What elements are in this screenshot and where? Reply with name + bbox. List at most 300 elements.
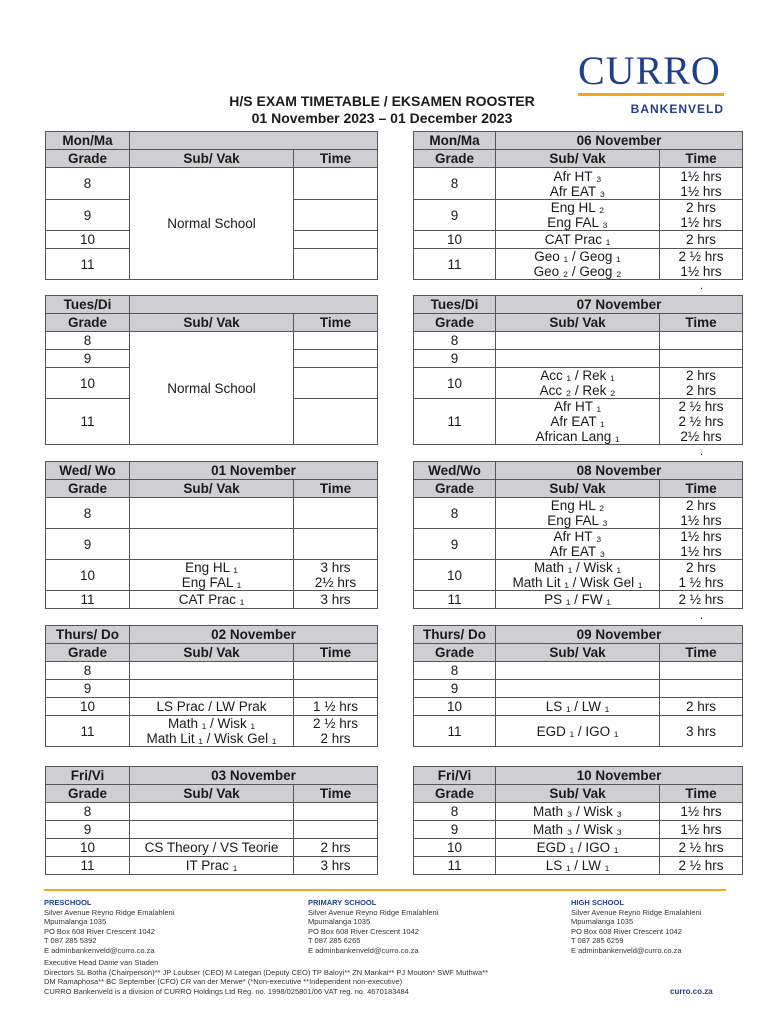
- subject-line: Eng FAL ₃: [547, 513, 608, 528]
- time-line: 1½ hrs: [680, 183, 722, 199]
- day-cell: Tues/Di: [414, 296, 496, 314]
- footer-preschool: [44, 898, 254, 956]
- table-row: [46, 332, 378, 350]
- grade-header: Grade: [46, 785, 130, 803]
- time-line: 2 hrs: [686, 200, 717, 215]
- grade-header: Grade: [414, 150, 496, 168]
- time-cell: [660, 857, 743, 875]
- table-row: [46, 857, 378, 875]
- day-cell: Mon/Ma: [46, 132, 130, 150]
- table-row: [414, 662, 743, 680]
- table-row: [46, 716, 378, 747]
- time-line: 2 hrs: [686, 383, 717, 398]
- footer-line: Silver Avenue Reyno Ridge Emalahleni: [44, 907, 175, 917]
- date-cell: [130, 132, 378, 150]
- table-row: [414, 529, 743, 560]
- time-line: 3 hrs: [320, 858, 351, 873]
- day-cell: Fri/Vi: [414, 767, 496, 785]
- grade-cell: 8: [414, 332, 496, 350]
- footer-line: T 087 285 6259: [571, 936, 624, 946]
- table-row: [414, 839, 743, 857]
- grade-cell: 9: [414, 350, 496, 368]
- grade-cell: 10: [414, 560, 496, 591]
- grade-cell: 9: [414, 680, 496, 698]
- time-cell: [294, 168, 378, 200]
- date-cell: 01 November: [130, 462, 378, 480]
- footer-line: Mpumalanga 1035: [571, 917, 634, 927]
- subject-cell: [496, 200, 660, 231]
- time-cell: [294, 498, 378, 529]
- subject-line: Math ₃ / Wisk ₃: [532, 822, 622, 837]
- table-row: [414, 350, 743, 368]
- time-header: Time: [294, 785, 378, 803]
- grade-cell: 10: [46, 368, 130, 399]
- footer-legal-line: CURRO Bankenveld is a division of CURRO Holdings Ltd Reg. no. 1998/025801/06 VAT reg. no. 4670183484: [44, 986, 409, 996]
- grade-header: Grade: [46, 644, 130, 662]
- subject-cell: [130, 662, 294, 680]
- table-row: [414, 498, 743, 529]
- footer-email-link[interactable]: E adminbankenveld@curro.co.za: [571, 945, 682, 955]
- footer-line: PO Box 608 River Crescent 1042: [44, 926, 155, 936]
- grade-cell: 10: [414, 231, 496, 249]
- time-line: 2½ hrs: [680, 429, 722, 444]
- exam-table-mon-right: [413, 131, 743, 280]
- normal-school-cell: Normal School: [130, 332, 294, 445]
- date-cell: [130, 296, 378, 314]
- subject-line: Eng HL ₁: [185, 560, 238, 575]
- time-line: 1½ hrs: [680, 168, 722, 184]
- time-cell: [660, 498, 743, 529]
- table-row: [414, 399, 743, 445]
- day-cell: Thurs/ Do: [46, 626, 130, 644]
- grade-cell: 9: [414, 200, 496, 231]
- time-cell: [660, 231, 743, 249]
- time-line: 2 ½ hrs: [678, 249, 724, 264]
- time-cell: [660, 803, 743, 821]
- subject-line: Afr HT ₃: [553, 168, 602, 184]
- table-row: [414, 168, 743, 200]
- subject-line: Afr EAT ₃: [549, 544, 606, 559]
- time-cell: [660, 168, 743, 200]
- time-cell: [294, 821, 378, 839]
- subject-header: Sub/ Vak: [130, 644, 294, 662]
- table-row: [46, 560, 378, 591]
- exam-table-wed-left: [45, 461, 378, 609]
- grade-cell: 11: [414, 857, 496, 875]
- time-header: Time: [660, 314, 743, 332]
- stray-dot: .: [700, 280, 704, 292]
- grade-cell: 11: [414, 249, 496, 280]
- time-cell: [294, 591, 378, 609]
- footer-email-link[interactable]: E adminbankenveld@curro.co.za: [308, 945, 419, 955]
- subject-line: Acc ₁ / Rek ₁: [540, 368, 615, 383]
- table-row: [414, 200, 743, 231]
- grade-cell: 9: [46, 821, 130, 839]
- page-subtitle: 01 November 2023 – 01 December 2023: [251, 110, 513, 126]
- grade-cell: 8: [414, 803, 496, 821]
- table-row: [414, 680, 743, 698]
- subject-line: Geo ₁ / Geog ₁: [534, 249, 621, 264]
- date-cell: 10 November: [496, 767, 743, 785]
- time-cell: [660, 821, 743, 839]
- subject-line: Math Lit ₁ / Wisk Gel ₁: [146, 731, 277, 746]
- subject-cell: [496, 716, 660, 747]
- time-line: 3 hrs: [686, 723, 717, 739]
- subject-cell: [496, 350, 660, 368]
- footer-line: Silver Avenue Reyno Ridge Emalahleni: [308, 907, 439, 917]
- time-line: 3 hrs: [320, 560, 351, 575]
- exam-table-fri-left: [45, 766, 378, 875]
- time-cell: [660, 529, 743, 560]
- page-title: H/S EXAM TIMETABLE / EKSAMEN ROOSTER: [229, 93, 535, 109]
- time-cell: [660, 350, 743, 368]
- subject-cell: [130, 560, 294, 591]
- footer-legal-line: Directors SL Botha (Chairperson)** JP Loubser (CEO) M Lategan (Deputy CEO) TP Baloyi** ZN Mankai** PJ Mouton* SWF Muthwa**: [44, 967, 489, 977]
- date-cell: 08 November: [496, 462, 743, 480]
- subject-cell: [496, 839, 660, 857]
- time-line: 2 hrs: [686, 560, 717, 575]
- footer-line: Silver Avenue Reyno Ridge Emalahleni: [571, 907, 702, 917]
- time-cell: [294, 399, 378, 445]
- day-cell: Thurs/ Do: [414, 626, 496, 644]
- subject-line: EGD ₁ / IGO ₁: [536, 840, 619, 855]
- subject-line: Afr HT ₃: [553, 529, 602, 544]
- subject-cell: [496, 332, 660, 350]
- grade-header: Grade: [46, 480, 130, 498]
- time-header: Time: [660, 785, 743, 803]
- subject-cell: [130, 698, 294, 716]
- footer-legal-line: DM Ramaphosa** BC September (CFO) CR van der Merwe* (*Non-executive **Independent non-executive): [44, 977, 403, 987]
- time-cell: [660, 591, 743, 609]
- time-header: Time: [294, 314, 378, 332]
- subject-line: Math ₁ / Wisk ₁: [167, 716, 256, 731]
- time-cell: [660, 399, 743, 445]
- subject-line: Math Lit ₁ / Wisk Gel ₁: [512, 575, 643, 590]
- footer-legal: [44, 958, 644, 996]
- time-cell: [294, 803, 378, 821]
- subject-line: Geo ₂ / Geog ₂: [533, 264, 622, 279]
- footer-line: T 087 285 6265: [308, 936, 361, 946]
- subject-line: Afr EAT ₁: [550, 414, 605, 429]
- grade-cell: 10: [414, 839, 496, 857]
- table-row: [414, 249, 743, 280]
- subject-cell: [496, 857, 660, 875]
- grade-cell: 10: [414, 368, 496, 399]
- time-header: Time: [294, 644, 378, 662]
- grade-cell: 9: [414, 529, 496, 560]
- grade-cell: 11: [46, 591, 130, 609]
- grade-cell: 9: [414, 821, 496, 839]
- logo-campus: BANKENVELD: [630, 102, 724, 116]
- grade-cell: 11: [46, 857, 130, 875]
- footer-high: [571, 898, 768, 956]
- subject-line: LS ₁ / LW ₁: [545, 699, 610, 714]
- time-cell: [294, 529, 378, 560]
- table-row: [414, 332, 743, 350]
- subject-line: CAT Prac ₁: [544, 232, 611, 247]
- table-row: [414, 231, 743, 249]
- time-cell: [294, 680, 378, 698]
- subject-header: Sub/ Vak: [130, 314, 294, 332]
- subject-header: Sub/ Vak: [496, 150, 660, 168]
- stray-dot: .: [700, 610, 704, 622]
- subject-header: Sub/ Vak: [496, 480, 660, 498]
- time-cell: [660, 662, 743, 680]
- subject-line: LS Prac / LW Prak: [156, 699, 267, 714]
- grade-header: Grade: [414, 644, 496, 662]
- subject-cell: [496, 399, 660, 445]
- subject-cell: [130, 716, 294, 747]
- grade-cell: 8: [414, 662, 496, 680]
- grade-cell: 8: [414, 498, 496, 529]
- logo-underline: [578, 93, 724, 96]
- time-line: 2 ½ hrs: [678, 399, 724, 414]
- time-line: 2½ hrs: [314, 575, 357, 590]
- time-line: 1½ hrs: [680, 804, 722, 819]
- subject-header: Sub/ Vak: [130, 785, 294, 803]
- logo-wordmark: CURRO: [578, 48, 721, 93]
- time-cell: [660, 839, 743, 857]
- date-cell: 06 November: [496, 132, 743, 150]
- footer-line: Mpumalanga 1035: [308, 917, 371, 927]
- time-cell: [294, 350, 378, 368]
- table-row: [414, 698, 743, 716]
- stray-dot: .: [700, 446, 704, 458]
- footer-line: PO Box 608 River Crescent 1042: [571, 926, 682, 936]
- time-cell: [294, 249, 378, 280]
- time-line: 2 hrs: [686, 699, 717, 714]
- time-line: 1½ hrs: [680, 529, 722, 544]
- footer-heading: HIGH SCHOOL: [571, 898, 624, 907]
- time-cell: [294, 332, 378, 350]
- footer-line: PO Box 608 River Crescent 1042: [308, 926, 419, 936]
- time-cell: [294, 560, 378, 591]
- time-line: 1 ½ hrs: [678, 575, 724, 590]
- grade-cell: 8: [414, 168, 496, 200]
- table-row: [46, 498, 378, 529]
- footer-line: T 087 285 5392: [44, 936, 97, 946]
- subject-line: EGD ₁ / IGO ₁: [536, 723, 619, 739]
- time-cell: [294, 857, 378, 875]
- subject-cell: [496, 821, 660, 839]
- normal-school-cell: Normal School: [130, 168, 294, 280]
- table-row: [46, 591, 378, 609]
- subject-line: Eng HL ₂: [550, 498, 605, 513]
- time-line: 2 hrs: [320, 731, 351, 746]
- table-row: [414, 560, 743, 591]
- subject-cell: [496, 662, 660, 680]
- subject-line: Afr HT ₁: [553, 399, 602, 414]
- exam-table-mon-left: [45, 131, 378, 280]
- time-line: 1 ½ hrs: [312, 699, 359, 714]
- time-cell: [294, 231, 378, 249]
- time-line: 2 ½ hrs: [678, 414, 724, 429]
- grade-cell: 11: [414, 399, 496, 445]
- time-cell: [294, 839, 378, 857]
- subject-header: Sub/ Vak: [496, 314, 660, 332]
- table-row: [46, 168, 378, 200]
- footer-email-link[interactable]: E adminbankenveld@curro.co.za: [44, 945, 155, 955]
- grade-cell: 11: [414, 591, 496, 609]
- time-header: Time: [294, 480, 378, 498]
- footer-heading: PRESCHOOL: [44, 898, 92, 907]
- subject-cell: [496, 231, 660, 249]
- exam-table-fri-right: [413, 766, 743, 875]
- subject-cell: [496, 498, 660, 529]
- subject-cell: [496, 168, 660, 200]
- time-header: Time: [294, 150, 378, 168]
- subject-cell: [130, 821, 294, 839]
- grade-cell: 9: [46, 529, 130, 560]
- time-line: 2 ½ hrs: [678, 840, 724, 855]
- subject-cell: [496, 529, 660, 560]
- time-line: 2 ½ hrs: [678, 858, 724, 873]
- grade-cell: 10: [46, 698, 130, 716]
- table-row: [414, 821, 743, 839]
- table-row: [46, 803, 378, 821]
- subject-line: Afr EAT ₃: [549, 183, 606, 199]
- subject-line: Acc ₂ / Rek ₂: [539, 383, 616, 398]
- table-row: [46, 839, 378, 857]
- subject-cell: [130, 803, 294, 821]
- exam-table-tue-left: [45, 295, 378, 445]
- subject-cell: [496, 249, 660, 280]
- time-line: 2 hrs: [320, 840, 351, 855]
- grade-cell: 9: [46, 200, 130, 231]
- table-row: [414, 591, 743, 609]
- table-row: [414, 857, 743, 875]
- time-cell: [660, 249, 743, 280]
- footer-line: Mpumalanga 1035: [44, 917, 107, 927]
- table-row: [46, 662, 378, 680]
- time-cell: [660, 332, 743, 350]
- subject-cell: [496, 698, 660, 716]
- table-row: [46, 680, 378, 698]
- time-line: 2 hrs: [686, 368, 717, 383]
- subject-line: Math ₃ / Wisk ₃: [532, 804, 622, 819]
- subject-cell: [496, 368, 660, 399]
- time-cell: [294, 368, 378, 399]
- subject-cell: [496, 560, 660, 591]
- footer-website-link[interactable]: curro.co.za: [670, 987, 713, 996]
- date-cell: 02 November: [130, 626, 378, 644]
- time-cell: [660, 698, 743, 716]
- exam-table-thu-left: [45, 625, 378, 747]
- time-cell: [660, 200, 743, 231]
- footer-heading: PRIMARY SCHOOL: [308, 898, 377, 907]
- time-line: 2 hrs: [686, 498, 717, 513]
- time-line: 1½ hrs: [680, 544, 722, 559]
- day-cell: Tues/Di: [46, 296, 130, 314]
- grade-cell: 8: [46, 662, 130, 680]
- subject-line: Eng HL ₂: [550, 200, 605, 215]
- subject-header: Sub/ Vak: [130, 480, 294, 498]
- time-line: 1½ hrs: [680, 513, 722, 528]
- footer-legal-line: Executive Head Danie van Staden: [44, 958, 159, 967]
- table-row: [46, 529, 378, 560]
- grade-header: Grade: [46, 150, 130, 168]
- footer-rule: [44, 889, 726, 891]
- grade-cell: 11: [46, 249, 130, 280]
- table-row: [414, 368, 743, 399]
- grade-cell: 11: [414, 716, 496, 747]
- time-line: 3 hrs: [320, 592, 351, 607]
- subject-cell: [496, 591, 660, 609]
- time-header: Time: [660, 150, 743, 168]
- exam-table-wed-right: [413, 461, 743, 609]
- time-cell: [660, 680, 743, 698]
- subject-line: LS ₁ / LW ₁: [545, 858, 610, 873]
- grade-cell: 8: [46, 332, 130, 350]
- subject-line: IT Prac ₁: [185, 858, 238, 873]
- subject-header: Sub/ Vak: [130, 150, 294, 168]
- date-cell: 09 November: [496, 626, 743, 644]
- subject-cell: [496, 803, 660, 821]
- time-cell: [294, 662, 378, 680]
- time-line: 1½ hrs: [680, 264, 722, 279]
- time-header: Time: [660, 480, 743, 498]
- table-row: [414, 716, 743, 747]
- grade-header: Grade: [414, 785, 496, 803]
- table-row: [414, 803, 743, 821]
- grade-cell: 10: [414, 698, 496, 716]
- table-row: [46, 821, 378, 839]
- grade-cell: 9: [46, 350, 130, 368]
- grade-cell: 8: [46, 168, 130, 200]
- grade-cell: 10: [46, 231, 130, 249]
- subject-cell: [130, 857, 294, 875]
- time-line: 1½ hrs: [680, 215, 722, 230]
- grade-cell: 11: [46, 399, 130, 445]
- grade-header: Grade: [414, 480, 496, 498]
- subject-cell: [130, 498, 294, 529]
- day-cell: Wed/Wo: [414, 462, 496, 480]
- grade-cell: 10: [46, 560, 130, 591]
- subject-cell: [130, 839, 294, 857]
- subject-header: Sub/ Vak: [496, 644, 660, 662]
- grade-header: Grade: [414, 314, 496, 332]
- time-line: 2 ½ hrs: [312, 716, 359, 731]
- footer-primary: [308, 898, 518, 956]
- grade-cell: 10: [46, 839, 130, 857]
- time-line: 1½ hrs: [680, 822, 722, 837]
- time-cell: [294, 200, 378, 231]
- subject-cell: [130, 529, 294, 560]
- subject-cell: [130, 680, 294, 698]
- time-line: 2 ½ hrs: [678, 592, 724, 607]
- time-cell: [660, 368, 743, 399]
- subject-line: Eng FAL ₁: [181, 575, 242, 590]
- grade-header: Grade: [46, 314, 130, 332]
- grade-cell: 11: [46, 716, 130, 747]
- table-row: [46, 698, 378, 716]
- date-cell: 07 November: [496, 296, 743, 314]
- subject-line: CAT Prac ₁: [178, 592, 245, 607]
- exam-table-thu-right: [413, 625, 743, 747]
- subject-line: PS ₁ / FW ₁: [544, 592, 611, 607]
- time-cell: [294, 698, 378, 716]
- subject-line: CS Theory / VS Teorie: [144, 840, 279, 855]
- grade-cell: 9: [46, 680, 130, 698]
- subject-line: Eng FAL ₃: [547, 215, 608, 230]
- grade-cell: 8: [46, 803, 130, 821]
- day-cell: Wed/ Wo: [46, 462, 130, 480]
- time-cell: [660, 716, 743, 747]
- time-cell: [294, 716, 378, 747]
- subject-line: Math ₁ / Wisk ₁: [533, 560, 622, 575]
- time-cell: [660, 560, 743, 591]
- exam-table-tue-right: [413, 295, 743, 445]
